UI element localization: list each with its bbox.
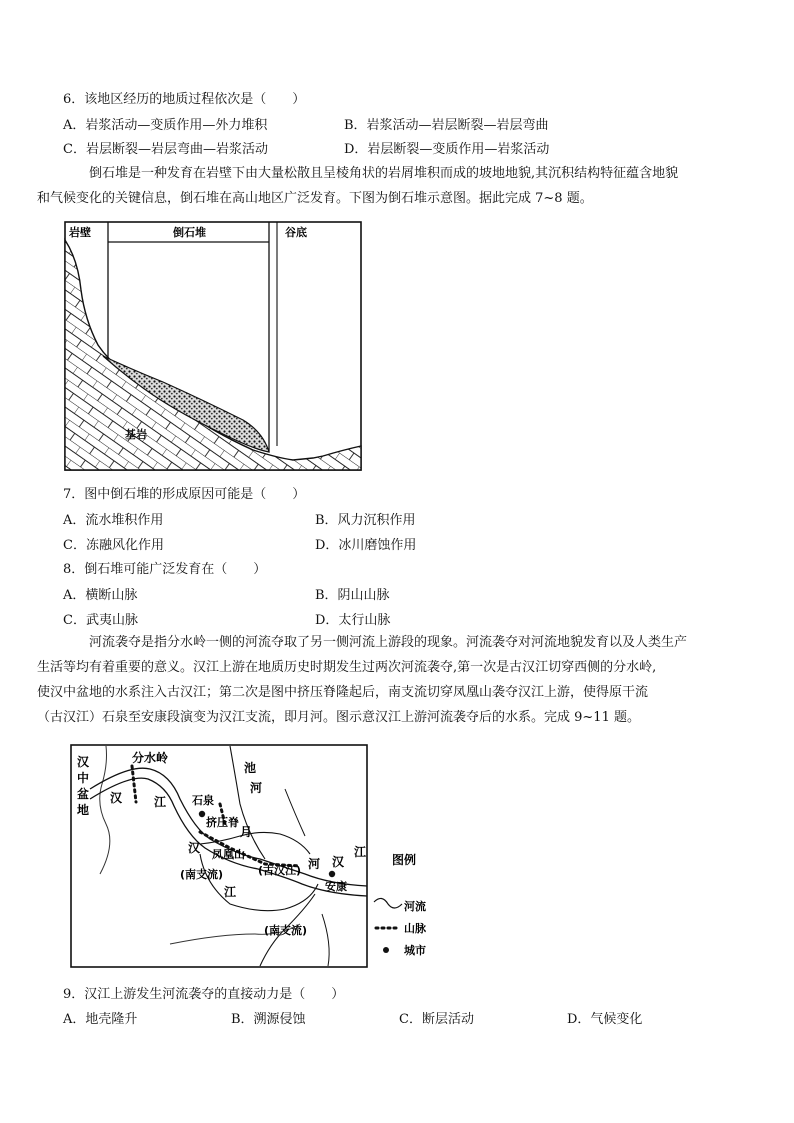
label-han-2: 汉 <box>188 841 201 855</box>
question-9-stem: 9．汉江上游发生河流袭夺的直接动力是（ ） <box>63 987 345 1002</box>
question-6-option-a: A．岩浆活动—变质作用—外力堆积 <box>63 118 268 133</box>
label-south-tributary-2: (南支流) <box>264 924 308 937</box>
passage-talus <box>37 161 731 211</box>
label-divide: 分水岭 <box>132 751 169 765</box>
question-8-option-c: C．武夷山脉 <box>63 613 138 628</box>
label-south-tributary-1: (南支流) <box>180 868 224 881</box>
label-talus: 倒石堆 <box>173 226 206 239</box>
question-9-option-b: B．溯源侵蚀 <box>231 1012 306 1027</box>
label-jiang-1: 江 <box>154 795 167 809</box>
question-8-stem: 8．倒石堆可能广泛发育在（ ） <box>63 562 267 577</box>
passage-river-capture <box>37 630 731 730</box>
legend-river-label: 河流 <box>404 900 426 913</box>
talus-diagram <box>63 220 363 472</box>
label-bedrock: 基岩 <box>125 428 147 441</box>
question-7-option-d: D．冰川磨蚀作用 <box>315 538 417 553</box>
label-cliff: 岩壁 <box>69 226 91 239</box>
city-ankang-dot <box>329 871 335 877</box>
label-shiquan: 石泉 <box>192 794 214 807</box>
label-jiang-3: 江 <box>354 845 367 859</box>
label-han-3: 汉 <box>332 855 345 869</box>
passage-river-line2: 生活等均有着重要的意义。汉江上游在地质历史时期发生过两次河流袭夺,第一次是古汉江切穿西侧的分水岭, <box>37 660 657 675</box>
label-ridge: 挤压脊 <box>206 816 239 829</box>
label-chi: 池 <box>244 761 257 775</box>
question-7-option-c: C．冻融风化作用 <box>63 538 164 553</box>
han-river-map <box>70 744 436 970</box>
legend-city-label: 城市 <box>404 944 426 957</box>
question-9-option-a: A．地壳隆升 <box>63 1012 138 1027</box>
label-jiang-2: 江 <box>224 885 237 899</box>
label-basin-2: 中 <box>77 771 90 785</box>
question-6-stem: 6．该地区经历的地质过程依次是（ ） <box>63 92 306 107</box>
question-7-option-b: B．风力沉积作用 <box>315 513 416 528</box>
passage-river-line4: （古汉江）石泉至安康段演变为汉江支流，即月河。图示意汉江上游河流袭夺后的水系。完成 9~11 题。 <box>37 710 640 725</box>
legend-title: 图例 <box>392 853 417 867</box>
question-9-option-c: C．断层活动 <box>399 1012 474 1027</box>
label-valley-floor: 谷底 <box>285 226 307 239</box>
label-yue: 月 <box>240 825 253 839</box>
question-7-option-a: A．流水堆积作用 <box>63 513 164 528</box>
map-legend <box>374 852 427 957</box>
question-6-option-b: B．岩浆活动—岩层断裂—岩层弯曲 <box>344 118 549 133</box>
question-8-option-a: A．横断山脉 <box>63 588 138 603</box>
passage-talus-line1: 倒石堆是一种发育在岩壁下由大量松散且呈棱角状的岩屑堆积而成的坡地地貌,其沉积结构特征蕴含地貌 <box>89 166 679 181</box>
label-old-han: (古汉江) <box>258 864 302 877</box>
question-7-stem: 7．图中倒石堆的形成原因可能是（ ） <box>63 487 306 502</box>
label-basin-4: 地 <box>77 803 90 817</box>
label-basin-3: 盆 <box>77 787 90 801</box>
question-8-option-b: B．阴山山脉 <box>315 588 390 603</box>
bedrock-shape <box>65 240 361 470</box>
passage-river-line1: 河流袭夺是指分水岭一侧的河流夺取了另一侧河流上游段的现象。河流袭夺对河流地貌发育以及人类生产 <box>89 635 688 650</box>
label-he-1: 河 <box>250 781 263 795</box>
legend-river-symbol <box>374 898 402 908</box>
question-9-option-d: D．气候变化 <box>567 1012 643 1027</box>
question-8-option-d: D．太行山脉 <box>315 613 391 628</box>
label-fenghuang: 凤凰山 <box>212 848 245 861</box>
legend-city-symbol <box>383 947 389 953</box>
label-basin-1: 汉 <box>77 755 90 769</box>
label-ankang: 安康 <box>325 880 347 893</box>
label-he-2: 河 <box>308 857 321 871</box>
question-6-option-c: C．岩层断裂—岩层弯曲—岩浆活动 <box>63 142 268 157</box>
passage-talus-line2: 和气候变化的关键信息，倒石堆在高山地区广泛发育。下图为倒石堆示意图。据此完成 7~8 题。 <box>37 191 593 206</box>
legend-mountain-label: 山脉 <box>404 922 426 935</box>
label-han-1: 汉 <box>110 791 123 805</box>
city-shiquan-dot <box>199 811 205 817</box>
passage-river-line3: 使汉中盆地的水系注入古汉江；第二次是图中挤压脊隆起后，南支流切穿凤凰山袭夺汉江上游，使得原干流 <box>37 685 649 700</box>
question-6-option-d: D．岩层断裂—变质作用—岩浆活动 <box>344 142 550 157</box>
